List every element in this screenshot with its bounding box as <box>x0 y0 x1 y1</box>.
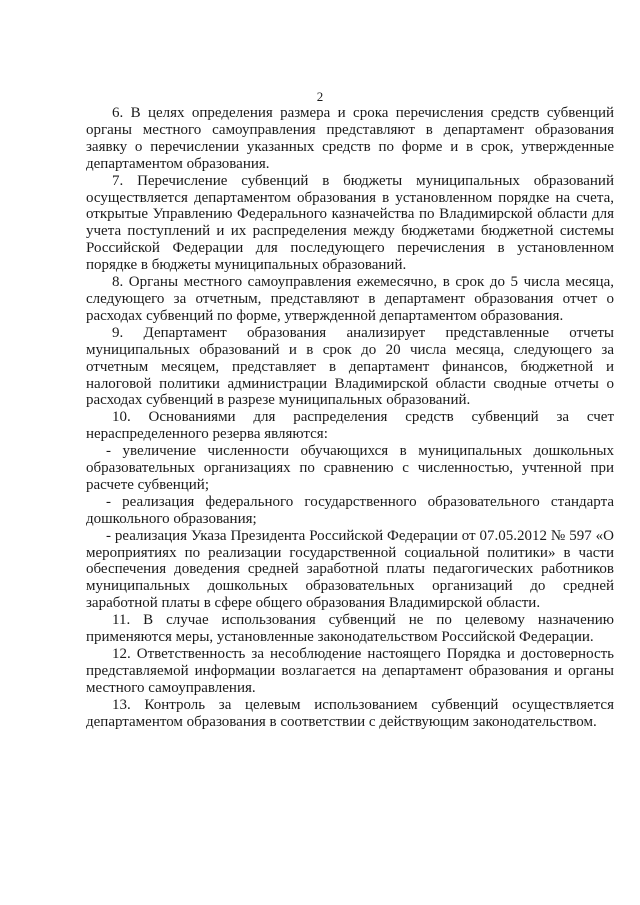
page-number: 2 <box>316 89 324 104</box>
paragraph-8: 8. Органы местного самоуправления ежемесячно, в срок до 5 числа месяца, следующего за отчетным, представляют в департамент образования отчет о расходах субвенций по форме, утвержденной департаментом образования. <box>86 274 614 324</box>
list-item-fgos-standard: - реализация федерального государственного образовательного стандарта дошкольного образования; <box>86 493 614 527</box>
list-item-presidential-decree: - реализация Указа Президента Российской Федерации от 07.05.2012 № 597 «О мероприятиях по реализации государственной социальной политики» в части обеспечения доведения средней заработной платы педагогических работников муниципальных дошкольных образовательных организаций до средней заработной платы в сфере общего образования Владимирской области. <box>86 527 614 612</box>
paragraph-9: 9. Департамент образования анализирует представленные отчеты муниципальных образований и в срок до 20 числа месяца, следующего за отчетным месяцем, представляет в департамент финансов, бюджетной и налоговой политики администрации Владимирской области сводные отчеты о расходах субвенций в разрезе муниципальных образований. <box>86 324 614 409</box>
paragraph-6: 6. В целях определения размера и срока перечисления средств субвенций органы местного самоуправления представляют в департамент образования заявку о перечислении указанных средств по форме и в срок, утвержденные департаментом образования. <box>86 105 614 172</box>
paragraph-12: 12. Ответственность за несоблюдение настоящего Порядка и достоверность представляемой информации возлагается на департамент образования и органы местного самоуправления. <box>86 646 614 696</box>
paragraph-13: 13. Контроль за целевым использованием субвенций осуществляется департаментом образования в соответствии с действующим законодательством. <box>86 696 614 730</box>
paragraph-10: 10. Основаниями для распределения средств субвенций за счет нераспределенного резерва являются: <box>86 409 614 443</box>
paragraph-11: 11. В случае использования субвенций не по целевому назначению применяются меры, установленные законодательством Российской Федерации. <box>86 612 614 646</box>
paragraph-7: 7. Перечисление субвенций в бюджеты муниципальных образований осуществляется департаментом образования в установленном порядке на счета, открытые Управлению Федерального казначейства по Владимирской области для учета поступлений и их распределения между бюджетами бюджетной системы Российской Федерации для последующего перечисления в установленном порядке в бюджеты муниципальных образований. <box>86 172 614 274</box>
document-body <box>86 105 614 731</box>
list-item-enrollment-increase: - увеличение численности обучающихся в муниципальных дошкольных образовательных организациях по сравнению с численностью, учтенной при расчете субвенций; <box>86 443 614 493</box>
